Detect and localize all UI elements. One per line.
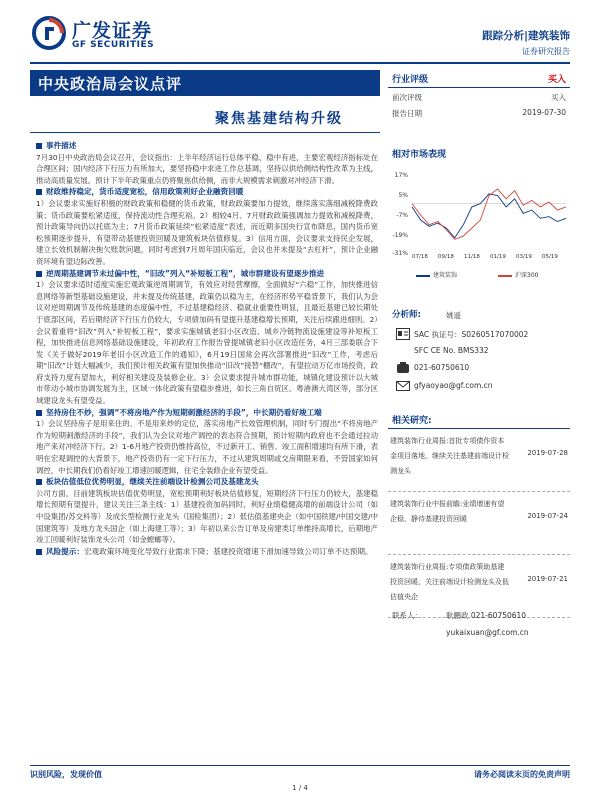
legend-item-series-1 <box>416 270 457 279</box>
y-tick-label: 17% <box>394 172 408 179</box>
analyst-email[interactable]: gfyaoyao@gf.com.cn <box>414 381 493 390</box>
risk-text: 宏观政策环境变化导致行业需求下降；基建投资增速下滑加速导致公司订单不达预期。 <box>83 546 373 556</box>
legend-item-series-2 <box>498 270 538 279</box>
email-icon <box>396 380 410 392</box>
section-paragraph: 1）会议要求实施好积极的财政政策和稳健的货币政策，财政政策要加力提效，继续落实落细减税降费政策；货币政策要松紧适度，保持流动性合理充裕。2）相较4月、7月财政政策强调加力提效和减税降费，预计政策导向仍以托底为主；7月货币政策延续“松紧适度”表述，而近期多国央行宣布降息，国内货币宽松预期逐步提升，有望带动基建投资回暖及建筑板块估值修复。3）信用方面，会议要求支持民企发展，建立长效机制解决拖欠账款问题，同时考虑到7月周年国庆临近，会议也并未提及“去杠杆”，预计企业融资环境有望边际改善。 <box>36 198 378 266</box>
contact-label: 联系人： <box>392 611 422 620</box>
series-line-2 <box>412 189 566 239</box>
related-item-date: 2019-07-21 <box>527 575 568 583</box>
related-item-date: 2019-07-24 <box>527 512 568 520</box>
section-paragraph: 公司方面，目前建筑板块估值优势明显，宽松预期利好板块估值修复，短期经济下行压力仍较大，基建稳增长预期有望提升，建议关注三条主线：1）基建投资加码同时，利好业绩稳健高增的前端设计公司（如中设集团/苏交科等）及成长型检测行业龙头（国检集团）；2）低估值基建央企（如中国铁建/中国交建/中国建筑等）及地方龙头国企（如上海建工等）；3）年初以来公告订单及房建类订单维持高增长，后期地产竣工回暖利好装饰龙头公司（如金螳螂等）。 <box>36 488 378 545</box>
analyst-phone: 021-60750610 <box>414 363 470 372</box>
x-tick-label: 05/19 <box>542 254 558 260</box>
report-subtitle: 聚焦基建结构升级 <box>215 111 343 127</box>
related-item[interactable] <box>388 492 570 555</box>
related-item[interactable] <box>388 429 570 492</box>
footer-slogan: 识别风险，发现价值 <box>30 770 102 779</box>
y-tick-label: 5% <box>398 192 408 199</box>
section-heading: 财政维持稳定，货币适度宽松，信用政策利好企业融资回暖 <box>36 186 378 198</box>
footer-disclaimer: 请务必阅读末页的免责声明 <box>474 770 570 779</box>
report-title: 中央政治局会议点评 <box>38 75 183 93</box>
section-heading: 逆周期基建调节未过偏中性，“旧改”列入“补短板工程”，城市群建设有望逐步推进 <box>36 268 378 280</box>
section-heading: 事件描述 <box>36 140 378 152</box>
y-tick-label: -31% <box>392 250 408 257</box>
x-tick-label: 07/18 <box>412 254 428 260</box>
related-research-title: 相关研究: <box>388 413 570 429</box>
contact-email[interactable]: yukaixuan@gf.com.cn <box>446 628 529 637</box>
title-divider <box>30 132 380 133</box>
related-research <box>388 413 570 618</box>
y-tick-label: -19% <box>392 232 408 239</box>
gf-logo-icon <box>32 16 66 50</box>
section-paragraph: 1）会议坚持房子是用来住的、不是用来炒的定位，落实房地产长效管理机制，同时专门提出“不将房地产作为短期刺激经济的手段”，我们认为会议对地产调控的表态符合预期，预计短期内政府也不会通过拉动地产来对冲经济下行。2）1-6月地产投资仍维持高位，不过新开工、销售、竣工面积增速均有所下滑，表明在宏观调控的大背景下，地产投资仍有一定下行压力，不过从建筑周期或交房期限来看，不管国家如何调控，中长期我们仍看好竣工增速回暖逻辑，住宅全装修企业有望受益。 <box>36 419 378 475</box>
y-tick-label: -7% <box>396 212 408 219</box>
prev-rating-row <box>388 88 570 104</box>
x-tick-label: 01/19 <box>490 254 506 260</box>
risk-heading <box>36 546 378 558</box>
prev-rating-value: 买入 <box>551 93 566 102</box>
risk-label: 风险提示： <box>46 546 84 556</box>
section-heading: 坚持房住不炒，强调“不将房地产作为短期刺激经济的手段”，中长期仍看好竣工端 <box>36 407 378 419</box>
x-tick-label: 11/18 <box>464 254 480 260</box>
report-date-value: 2019-07-30 <box>522 108 566 117</box>
logo-text-cn: 广发证券 <box>72 20 153 42</box>
analyst-name: 姚遥 <box>446 311 461 320</box>
section-heading: 板块估值低位优势明显，继续关注前端设计检测公司及基建龙头 <box>36 476 378 488</box>
report-category: 跟踪分析|建筑装饰 <box>482 30 570 42</box>
related-item-title: 建筑装饰行业周报:专项债政策助基建投资回暖，关注前端设计检测龙头及低估值央企 <box>390 563 509 601</box>
analyst-sac: SAC 执证号：S0260517070002 <box>414 330 529 339</box>
x-tick-label: 03/19 <box>516 254 532 260</box>
x-tick-label: 09/18 <box>438 254 454 260</box>
prev-rating-label: 前次评级 <box>392 93 422 102</box>
legend-label: 建筑装饰 <box>433 272 458 279</box>
footer-divider <box>30 765 570 766</box>
logo-text-en: GF SECURITIES <box>72 40 155 50</box>
rating-box <box>388 70 570 120</box>
report-date-label: 报告日期 <box>392 109 422 118</box>
series-line-1 <box>412 194 566 238</box>
related-item-date: 2019-07-28 <box>527 449 568 457</box>
page-number: 1 / 4 <box>292 784 308 792</box>
analyst-sfc: SFC CE No. BMS332 <box>414 346 489 355</box>
id-card-icon <box>396 328 410 340</box>
rating-header <box>388 70 570 88</box>
phone-icon <box>396 362 410 374</box>
related-item-title: 建筑装饰行业周报:首批专项债作资本金项目落地，继续关注基建前端设计检测龙头 <box>390 437 509 475</box>
gf-logo <box>32 14 182 54</box>
report-body <box>36 140 378 557</box>
related-item[interactable] <box>388 555 570 618</box>
section-paragraph: 7月30日中央政治局会议召开，会议指出：上半年经济运行总体平稳、稳中有进，主要宏观经济指标处在合理区间；国内经济下行压力有所加大，要坚持稳中求进工作总基调，坚持以供给侧结构性改革为主线，推动高质量发展。预计下半年政策重点仍将聚焦供给侧，而非大规模需求刺激对冲经济下滑。 <box>36 152 378 185</box>
rating-value: 买入 <box>547 75 566 85</box>
legend-label: 沪深300 <box>515 272 539 279</box>
performance-title: 相对市场表现 <box>392 150 447 160</box>
section-paragraph: 1）会议要求适时适度实施宏观政策逆周期调节，有效应对经营摩擦，全面做好“六稳”工作，加快推进信息网络等新型基础设施建设，并未提及传统基建，政策仍以稳为主，在经济形势平稳背景下，我们认为会议对逆周期调节及传统基建的态度偏中性，不过基建稳经济、稳就业重要性明显，且最近基建已较长期处于底部区间，若后期经济下行压力仍较大，专项债加码有望提升基建稳增长预期，关注后续跟进细则。2）会议着重将“旧改”列入“补短板工程”，要求实施城镇老旧小区改造、城乡冷链物流设施建设等补短板工程，加快推进信息网络基础设施建设，年初政府工作报告曾提城镇老旧小区改造任务，4月三部委联合下发《关于做好2019年老旧小区改造工作的通知》，6月19日国常会再次部署推进“旧改”工作，考虑后期“旧改”计划大幅减少，我们预计相关政策有望加快推动“旧改”接替“棚改”，有望拉动万亿市场投资，政府支持力度有望加大，利好相关建设及装修企业。3）会议要求提升城市群功能，城镇化建设预计以大城市带动小城市协调发展为主，区域一体化政策有望稳步推进，如长三角自贸区、粤港澳大湾区等，部分区域建设龙头有望受益。 <box>36 280 378 406</box>
analyst-label: 分析师: <box>392 310 421 320</box>
performance-chart <box>388 162 570 292</box>
related-item-title: 建筑装饰行业中报前瞻:业绩增速有望企稳，静待基建投资回暖 <box>390 500 505 523</box>
contact-name-phone: 耿鹏政 021-60750610 <box>446 611 527 620</box>
report-subcategory: 证券研究报告 <box>522 47 570 56</box>
report-header <box>0 0 600 68</box>
header-divider <box>30 62 570 64</box>
report-date-row <box>388 104 570 120</box>
rating-label: 行业评级 <box>392 75 429 85</box>
